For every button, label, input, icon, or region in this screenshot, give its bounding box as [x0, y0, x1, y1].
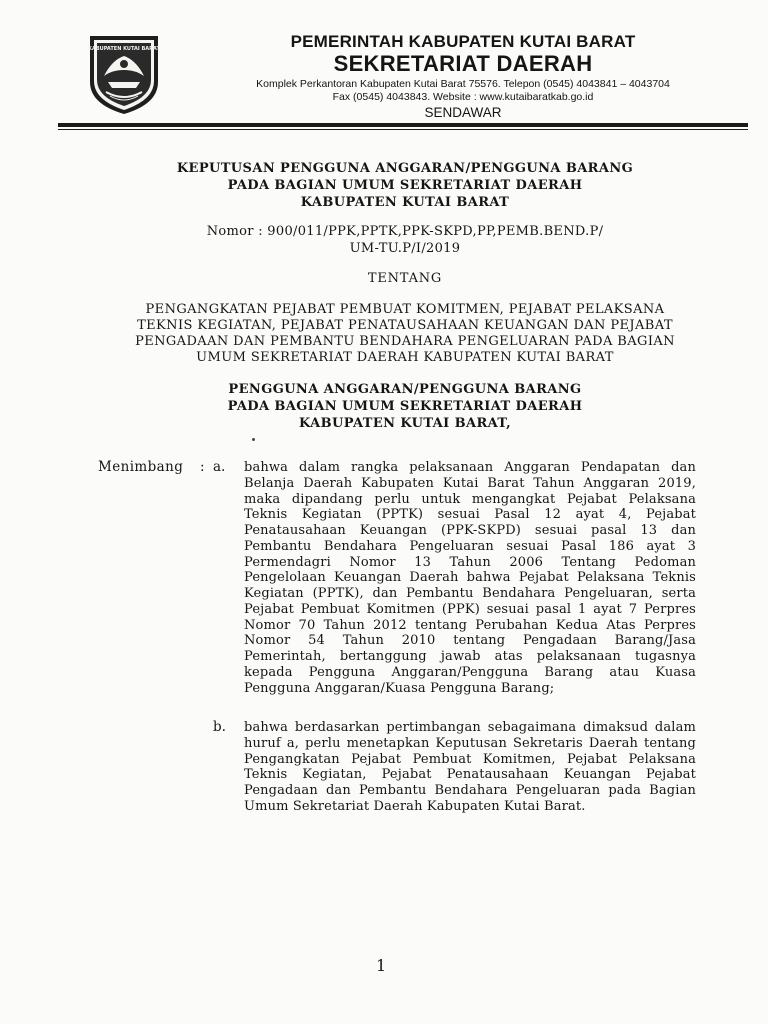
decree-subject-line: PENGADAAN DAN PEMBANTU BENDAHARA PENGELUARAN PADA BAGIAN: [135, 334, 675, 349]
letterhead-address: Komplek Perkantoran Kabupaten Kutai Barat 75576. Telepon (0545) 4043841 – 4043704: [256, 78, 670, 90]
decree-subject-line: PENGANGKATAN PEJABAT PEMBUAT KOMITMEN, PEJABAT PELAKSANA: [145, 302, 665, 317]
decree-title: [60, 160, 750, 211]
decree-subject-line: TEKNIS KEGIATAN, PEJABAT PENATAUSAHAAN KEUANGAN DAN PEJABAT: [137, 318, 673, 333]
page-number: 1: [376, 956, 387, 975]
letterhead-office: SEKRETARIAT DAERAH: [333, 51, 593, 76]
letterhead-government: PEMERINTAH KABUPATEN KUTAI BARAT: [290, 32, 636, 51]
decree-title-line: KABUPATEN KUTAI BARAT: [300, 195, 510, 210]
item-a-text: bahwa dalam rangka pelaksanaan Anggaran Pendapatan dan Belanja Daerah Kabupaten Kutai Barat Tahun Anggaran 2019, maka dipandang perlu untuk mengangkat Pejabat Pelaksana Teknis Kegiatan (PPTK) sesuai Pasal 12 ayat 4, Pejabat Penatausahaan Keuangan (PPK-SKPD) sesuai pasal 13 dan Pembantu Bendahara Pengeluaran sesuai Pasal 186 ayat 3 Permendagri Nomor 13 Tahun 2006 Tentang Pedoman Pengelolaan Keuangan Daerah bahwa Pejabat Pelaksana Teknis Kegiatan (PPTK), dan Pembantu Bendahara Pengeluaran, serta Pejabat Pembuat Komitmen (PPK) sesuai pasal 1 ayat 7 Perpres Nomor 70 Tahun 2012 tentang Perubahan Kedua Atas Perpres Nomor 54 Tahun 2010 tentang Pengadaan Barang/Jasa Pemerintah, bertanggung jawab atas pelaksanaan tugasnya kepada Pengguna Anggaran/Pengguna Barang atau Kuasa Pengguna Anggaran/Kuasa Pengguna Barang;: [244, 460, 696, 696]
issuer-line: KABUPATEN KUTAI BARAT,: [298, 416, 512, 431]
tentang-heading: TENTANG: [367, 271, 443, 286]
item-a-marker: a.: [213, 459, 226, 475]
decree-number-line: UM-TU.P/I/2019: [349, 241, 461, 256]
letterhead-contact: Fax (0545) 4043843. Website : www.kutaibaratkab.go.id: [332, 91, 594, 103]
kabupaten-emblem-logo: [84, 30, 164, 116]
decree-number-line: Nomor : 900/011/PPK,PPTK,PPK-SKPD,PP,PEMB.BEND.P/: [206, 224, 604, 239]
issuer-line: PENGGUNA ANGGARAN/PENGGUNA BARANG: [228, 382, 582, 397]
svg-text:KABUPATEN KUTAI BARAT: KABUPATEN KUTAI BARAT: [88, 46, 160, 52]
issuer-heading: [60, 381, 750, 432]
scan-speck: [252, 438, 255, 441]
menimbang-colon: :: [200, 459, 205, 475]
menimbang-label: Menimbang: [98, 459, 184, 475]
item-b-marker: b.: [213, 719, 226, 735]
decree-title-line: KEPUTUSAN PENGGUNA ANGGARAN/PENGGUNA BARANG: [176, 161, 634, 176]
item-b-text: bahwa berdasarkan pertimbangan sebagaimana dimaksud dalam huruf a, perlu menetapkan Keputusan Sekretaris Daerah tentang Pengangkatan Pejabat Pembuat Komitmen, Pejabat Pelaksana Teknis Kegiatan, Pejabat Penatausahaan Keuangan Pejabat Pengadaan dan Pembantu Bendahara Pengeluaran pada Bagian Umum Sekretariat Daerah Kabupaten Kutai Barat.: [244, 720, 696, 814]
letterhead-divider-thin: [58, 129, 748, 130]
letterhead: [228, 32, 698, 121]
decree-number: [60, 223, 750, 257]
decree-title-line: PADA BAGIAN UMUM SEKRETARIAT DAERAH: [227, 178, 583, 193]
letterhead-city: SENDAWAR: [424, 105, 502, 120]
issuer-line: PADA BAGIAN UMUM SEKRETARIAT DAERAH: [227, 399, 583, 414]
decree-subject-line: UMUM SEKRETARIAT DAERAH KABUPATEN KUTAI BARAT: [196, 350, 614, 365]
letterhead-divider-thick: [58, 123, 748, 127]
decree-subject: [60, 302, 750, 366]
